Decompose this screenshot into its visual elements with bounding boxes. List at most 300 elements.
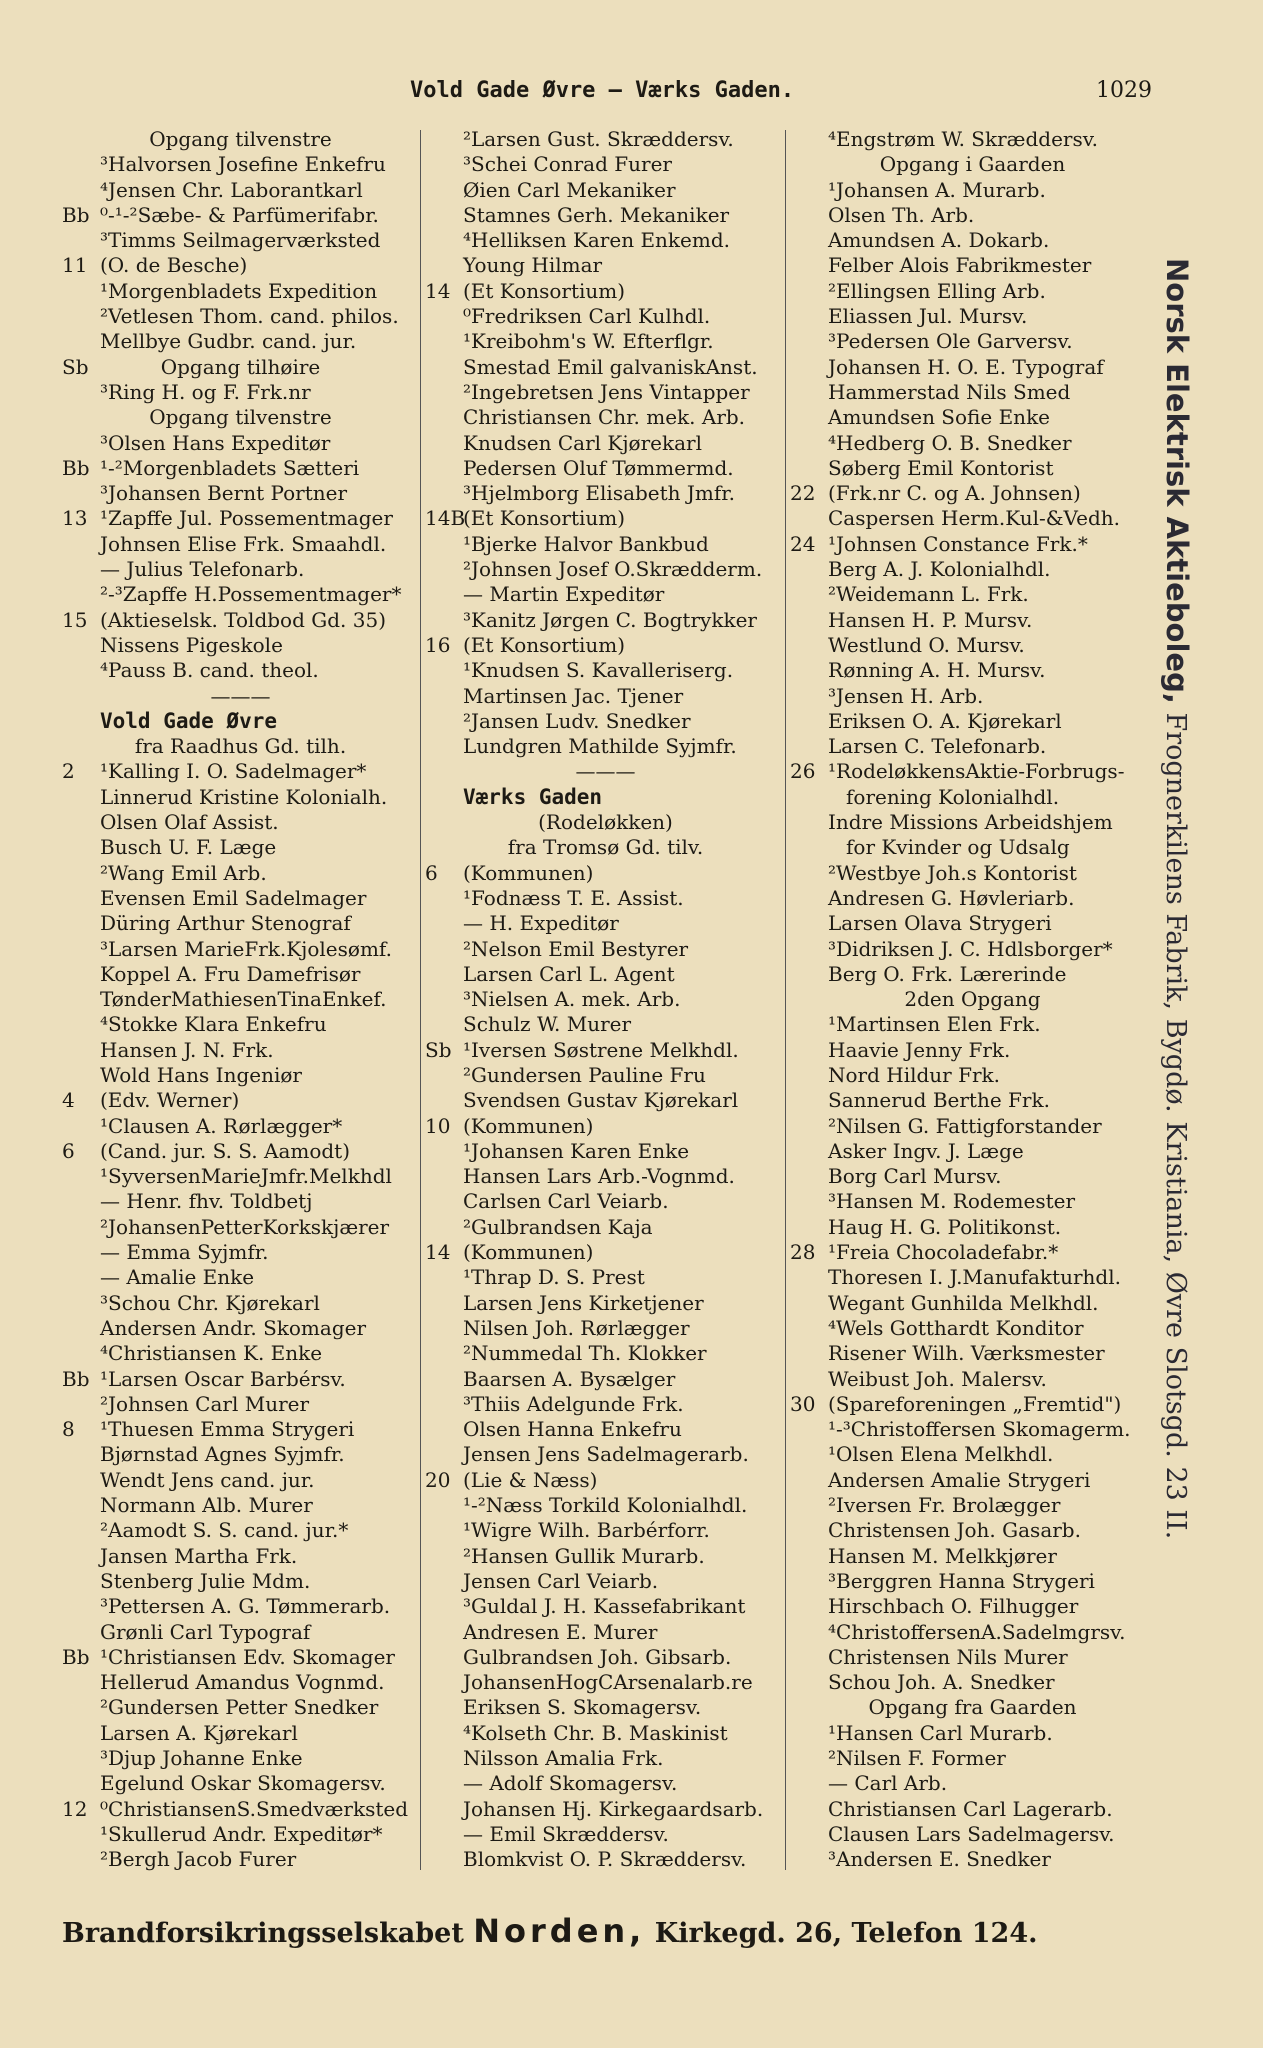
- directory-entry: [790, 228, 1155, 253]
- directory-entry: [62, 506, 419, 531]
- house-number: Sb: [62, 354, 89, 379]
- column-3: [790, 127, 1155, 1872]
- directory-entry: [62, 835, 419, 860]
- directory-entry: [790, 633, 1155, 658]
- entry-text: ³Hansen M. Rodemester: [828, 1189, 1076, 1214]
- directory-entry: [425, 405, 786, 430]
- directory-entry: [425, 1468, 786, 1493]
- entry-subheading: [425, 810, 786, 835]
- entry-text: Øien Carl Mekaniker: [463, 177, 676, 202]
- directory-entry: [425, 658, 786, 683]
- entry-text: Grønli Carl Typograf: [100, 1619, 311, 1644]
- directory-entry: [790, 380, 1155, 405]
- entry-text: ³Andersen E. Snedker: [828, 1847, 1051, 1872]
- directory-entry: [62, 1139, 419, 1164]
- entry-text: Martinsen Jac. Tjener: [463, 683, 684, 708]
- directory-entry: [62, 1847, 419, 1872]
- street-heading: [425, 785, 786, 810]
- entry-text: Nilsson Amalia Frk.: [463, 1746, 664, 1770]
- directory-entry: [425, 962, 786, 987]
- directory-entry: [790, 178, 1155, 203]
- entry-text: Blomkvist O. P. Skræddersv.: [463, 1847, 747, 1872]
- directory-entry: [62, 1063, 419, 1088]
- directory-entry: [425, 1417, 786, 1442]
- directory-entry: [790, 1240, 1155, 1265]
- entry-text: ²Larsen Gust. Skræddersv.: [463, 127, 734, 151]
- entry-text: ¹Zapffe Jul. Possementmager: [100, 506, 393, 531]
- side-ad-text: [1160, 258, 1194, 1539]
- entry-text: Opgang tilhøire: [160, 354, 321, 379]
- entry-text: ²Nelson Emil Bestyrer: [463, 936, 689, 961]
- directory-entry: [425, 1544, 786, 1569]
- directory-entry: [62, 1392, 419, 1417]
- entry-text: ¹RodeløkkensAktie-Forbrugs-: [828, 759, 1125, 784]
- directory-entry: [425, 481, 786, 506]
- entry-text: Koppel A. Fru Damefrisør: [100, 961, 361, 986]
- entry-text: ¹Bjerke Halvor Bankbud: [463, 531, 709, 556]
- directory-entry: [62, 1164, 419, 1189]
- directory-entry: [425, 1139, 786, 1164]
- entry-text: Indre Missions Arbeidshjem: [828, 810, 1113, 835]
- entry-text: — Emil Skræddersv.: [463, 1821, 669, 1846]
- directory-entry: [425, 329, 786, 354]
- directory-entry: [425, 684, 786, 709]
- house-number: 28: [790, 1240, 816, 1265]
- directory-entry: [62, 1189, 419, 1214]
- entry-text: JohansenHogCArsenalarb.re: [463, 1670, 753, 1695]
- entry-subheading: [425, 759, 786, 784]
- directory-entry: [425, 1822, 786, 1847]
- entry-text: (Frk.nr C. og A. Johnsen): [828, 481, 1081, 506]
- entry-text: ⁰-¹-²Sæbe- & Parfümerifabr.: [100, 202, 379, 227]
- directory-entry: [425, 1240, 786, 1265]
- side-ad-details: Frognerkilens Fabrik, Bygdø. Kristiania, Øvre Slotsgd. 23 II.: [1160, 712, 1191, 1540]
- entry-text: Normann Alb. Murer: [100, 1493, 313, 1518]
- house-number: 10: [425, 1113, 451, 1138]
- house-number: 6: [425, 860, 438, 885]
- entry-text: Haug H. G. Politikonst.: [828, 1214, 1062, 1239]
- running-title: Vold Gade Øvre — Værks Gaden.: [410, 78, 795, 103]
- directory-entry: [425, 937, 786, 962]
- house-number: 6: [62, 1138, 75, 1163]
- entry-text: ³Johansen Bernt Portner: [100, 481, 348, 506]
- directory-entry: [62, 431, 419, 456]
- directory-entry: [62, 1240, 419, 1265]
- directory-entry: [425, 1746, 786, 1771]
- entry-text: ¹Olsen Elena Melkhdl.: [828, 1442, 1054, 1467]
- directory-entry: [62, 1822, 419, 1847]
- directory-entry: [790, 1493, 1155, 1518]
- entry-text: Opgang fra Gaarden: [868, 1695, 1077, 1720]
- entry-subheading: [62, 684, 419, 709]
- directory-entry: [62, 1367, 419, 1392]
- directory-entry: [790, 1670, 1155, 1695]
- entry-text: ²Johnsen Josef O.Skrædderm.: [463, 557, 763, 582]
- directory-entry: [62, 810, 419, 835]
- entry-text: ²Gundersen Petter Snedker: [100, 1695, 379, 1720]
- entry-text: Andersen Andr. Skomager: [100, 1315, 367, 1340]
- directory-entry: [425, 456, 786, 481]
- entry-text: ²JohansenPetterKorkskjærer: [100, 1214, 390, 1239]
- entry-text: Risener Wilh. Værksmester: [828, 1341, 1105, 1366]
- entry-subheading: [62, 127, 419, 152]
- directory-entry: [62, 1771, 419, 1796]
- entry-subheading: [425, 835, 786, 860]
- directory-entry: [62, 1442, 419, 1467]
- directory-entry: [790, 1468, 1155, 1493]
- directory-entry: [62, 178, 419, 203]
- house-number: 2: [62, 759, 75, 784]
- entry-text: Larsen Carl L. Agent: [463, 961, 675, 986]
- directory-entry: [62, 1620, 419, 1645]
- entry-text: (Et Konsortium): [463, 632, 626, 657]
- directory-entry: [790, 1114, 1155, 1139]
- entry-text: Christensen Joh. Gasarb.: [828, 1518, 1081, 1543]
- entry-text: Olsen Th. Arb.: [828, 202, 975, 227]
- house-number: 26: [790, 759, 816, 784]
- entry-text: fra Raadhus Gd. tilh.: [134, 734, 347, 759]
- entry-text: Opgang tilvenstre: [149, 405, 332, 430]
- entry-text: ³Larsen MarieFrk.Kjolesømf.: [100, 936, 392, 961]
- directory-entry: [790, 1265, 1155, 1290]
- entry-text: Andresen E. Murer: [463, 1619, 658, 1644]
- entry-text: ²Hansen Gullik Murarb.: [463, 1543, 705, 1568]
- house-number: 24: [790, 531, 816, 556]
- directory-entry: [790, 1189, 1155, 1214]
- entry-text: ¹Larsen Oscar Barbérsv.: [100, 1366, 346, 1391]
- directory-entry: [425, 1670, 786, 1695]
- entry-text: Knudsen Carl Kjørekarl: [463, 430, 702, 455]
- house-number: 8: [62, 1417, 75, 1442]
- entry-text: Thoresen I. J.Manufakturhdl.: [828, 1265, 1121, 1290]
- entry-text: Wendt Jens cand. jur.: [100, 1467, 315, 1492]
- directory-entry: [62, 911, 419, 936]
- directory-entry: [790, 861, 1155, 886]
- directory-entry: [790, 911, 1155, 936]
- entry-text: ¹Fodnæss T. E. Assist.: [463, 885, 684, 910]
- entry-text: Berg O. Frk. Lærerinde: [828, 961, 1067, 986]
- directory-entry: [425, 1569, 786, 1594]
- entry-text: ¹Martinsen Elen Frk.: [828, 1012, 1041, 1037]
- entry-text: forening Kolonialhdl.: [846, 784, 1060, 809]
- house-number: Sb: [425, 1037, 452, 1062]
- directory-entry: [425, 1341, 786, 1366]
- directory-entry: [425, 532, 786, 557]
- directory-entry: [62, 1265, 419, 1290]
- column-divider: [420, 130, 421, 1870]
- directory-entry: [425, 380, 786, 405]
- entry-text: ³Nielsen A. mek. Arb.: [463, 987, 681, 1012]
- directory-entry: [62, 1215, 419, 1240]
- entry-text: ³Olsen Hans Expeditør: [100, 430, 331, 455]
- entry-text: Værks Gaden: [463, 784, 603, 809]
- entry-text: Jensen Carl Veiarb.: [463, 1568, 659, 1593]
- entry-text: Nilsen Joh. Rørlægger: [463, 1315, 690, 1340]
- entry-text: (Cand. jur. S. S. Aamodt): [100, 1138, 351, 1163]
- entry-text: ¹Freia Chocoladefabr.*: [828, 1240, 1059, 1265]
- directory-entry: [62, 608, 419, 633]
- directory-entry: [425, 431, 786, 456]
- house-number: 16: [425, 632, 451, 657]
- directory-entry: [425, 152, 786, 177]
- directory-entry: [790, 1417, 1155, 1442]
- entry-text: Hansen Lars Arb.-Vognmd.: [463, 1164, 735, 1189]
- entry-text: ¹Kreibohm's W. Efterflgr.: [463, 329, 714, 354]
- entry-text: ²Iversen Fr. Brolægger: [828, 1493, 1061, 1518]
- directory-entry: [425, 1594, 786, 1619]
- entry-text: ²Aamodt S. S. cand. jur.*: [100, 1518, 349, 1543]
- directory-entry: [790, 506, 1155, 531]
- entry-text: Larsen Jens Kirketjener: [463, 1290, 704, 1315]
- entry-text: — Emma Syjmfr.: [100, 1240, 269, 1265]
- directory-entry: [62, 1114, 419, 1139]
- directory-entry: [425, 253, 786, 278]
- entry-text: Larsen C. Telefonarb.: [828, 734, 1047, 759]
- house-number: 14: [425, 278, 451, 303]
- directory-entry: [62, 203, 419, 228]
- directory-entry: [425, 1088, 786, 1113]
- entry-text: ³Timms Seilmagerværksted: [100, 228, 381, 253]
- directory-entry: [62, 1544, 419, 1569]
- directory-entry: [62, 1468, 419, 1493]
- entry-text: Johansen Hj. Kirkegaardsarb.: [463, 1796, 764, 1821]
- directory-entry: [790, 1139, 1155, 1164]
- entry-text: ²Gundersen Pauline Fru: [463, 1062, 706, 1087]
- entry-text: Düring Arthur Stenograf: [100, 911, 351, 936]
- directory-entry: [425, 1442, 786, 1467]
- directory-entry: [62, 1316, 419, 1341]
- entry-text: Hansen J. N. Frk.: [100, 1037, 274, 1062]
- entry-text: Asker Ingv. J. Læge: [828, 1138, 1024, 1163]
- entry-text: Wegant Gunhilda Melkhdl.: [828, 1290, 1099, 1315]
- directory-entry: [790, 709, 1155, 734]
- entry-text: Pedersen Oluf Tømmermd.: [463, 455, 734, 480]
- entry-text: Schou Joh. A. Snedker: [828, 1670, 1055, 1695]
- entry-text: Christiansen Carl Lagerarb.: [828, 1796, 1113, 1821]
- entry-text: ———: [575, 759, 636, 784]
- directory-entry: [790, 1544, 1155, 1569]
- directory-entry: [425, 608, 786, 633]
- entry-text: Felber Alois Fabrikmester: [828, 253, 1092, 278]
- entry-text: ¹-³Christoffersen Skomagerm.: [828, 1417, 1131, 1442]
- directory-entry: [62, 962, 419, 987]
- entry-text: ¹Knudsen S. Kavalleriserg.: [463, 658, 734, 683]
- directory-entry: [62, 380, 419, 405]
- directory-entry: [425, 861, 786, 886]
- entry-text: ⁰ChristiansenS.Smedværksted: [100, 1796, 409, 1821]
- directory-entry: [425, 557, 786, 582]
- directory-entry: [425, 1518, 786, 1543]
- entry-text: (Rodeløkken): [538, 810, 673, 835]
- entry-text: Larsen Olava Strygeri: [828, 911, 1052, 936]
- entry-text: fra Tromsø Gd. tilv.: [507, 835, 704, 860]
- entry-text: ³Berggren Hanna Strygeri: [828, 1568, 1095, 1593]
- directory-entry: [790, 1088, 1155, 1113]
- entry-text: — Henr. fhv. Toldbetj: [100, 1189, 313, 1214]
- directory-entry: [62, 987, 419, 1012]
- directory-entry: [425, 1645, 786, 1670]
- directory-entry: [62, 304, 419, 329]
- entry-text: Johnsen Elise Frk. Smaahdl.: [100, 531, 387, 556]
- entry-text: ¹Kalling I. O. Sadelmager*: [100, 759, 367, 784]
- entry-text: (Lie & Næss): [463, 1467, 598, 1492]
- entry-text: Hellerud Amandus Vognmd.: [100, 1670, 385, 1695]
- entry-text: (Et Konsortium): [463, 506, 626, 531]
- directory-entry: [425, 1291, 786, 1316]
- entry-text: ²Johnsen Carl Murer: [100, 1391, 310, 1416]
- entry-text: ³Pedersen Ole Garversv.: [828, 329, 1073, 354]
- house-number: 13: [62, 506, 88, 531]
- entry-subheading: [62, 405, 419, 430]
- footer-advertisement: [62, 1912, 1212, 1950]
- directory-entry: [425, 178, 786, 203]
- entry-text: ²Nilsen F. Former: [828, 1746, 1006, 1770]
- directory-entry: [62, 1291, 419, 1316]
- directory-entry: [425, 734, 786, 759]
- entry-text: Schulz W. Murer: [463, 1012, 632, 1037]
- directory-entry: [62, 1797, 419, 1822]
- entry-text: (O. de Besche): [100, 253, 248, 278]
- entry-text: Nord Hildur Frk.: [828, 1062, 1001, 1087]
- house-number: 30: [790, 1391, 816, 1416]
- entry-text: ⁴Pauss B. cand. theol.: [100, 658, 319, 683]
- directory-entry: [790, 1063, 1155, 1088]
- directory-entry: [62, 1746, 419, 1771]
- directory-entry: [425, 1847, 786, 1872]
- directory-entry: [790, 810, 1155, 835]
- entry-text: Berg A. J. Kolonialhdl.: [828, 557, 1051, 582]
- directory-entry: [790, 481, 1155, 506]
- entry-text: Eliassen Jul. Mursv.: [828, 304, 1028, 329]
- entry-text: ³Ring H. og F. Frk.nr: [100, 379, 311, 404]
- entry-text: Opgang i Gaarden: [879, 152, 1066, 177]
- entry-text: ³Didriksen J. C. Hdlsborger*: [828, 936, 1113, 961]
- entry-text: Linnerud Kristine Kolonialh.: [100, 784, 388, 809]
- entry-text: Gulbrandsen Joh. Gibsarb.: [463, 1644, 732, 1669]
- entry-text: Sannerud Berthe Frk.: [828, 1088, 1050, 1113]
- entry-text: ²Ellingsen Elling Arb.: [828, 278, 1046, 303]
- entry-text: Jensen Jens Sadelmagerarb.: [463, 1442, 749, 1467]
- directory-entry: [62, 1670, 419, 1695]
- entry-text: (Kommunen): [463, 1113, 594, 1138]
- side-advertisement: [1162, 258, 1206, 1798]
- directory-entry: [790, 1620, 1155, 1645]
- directory-entry: [62, 481, 419, 506]
- entry-subheading: [790, 1695, 1155, 1720]
- directory-entry: [62, 633, 419, 658]
- directory-entry: [62, 152, 419, 177]
- side-ad-company: Norsk Elektrisk Aktieboleg,: [1160, 258, 1194, 704]
- entry-text: ¹-²Morgenbladets Sætteri: [100, 455, 360, 480]
- entry-text: Amundsen Sofie Enke: [828, 405, 1051, 430]
- directory-entry: [425, 633, 786, 658]
- entry-text: Evensen Emil Sadelmager: [100, 885, 367, 910]
- directory-entry: [425, 886, 786, 911]
- directory-entry: [790, 785, 1155, 810]
- entry-text: ⁴Stokke Klara Enkefru: [100, 1012, 327, 1037]
- entry-text: Hammerstad Nils Smed: [828, 379, 1071, 404]
- entry-text: Christiansen Chr. mek. Arb.: [463, 405, 746, 430]
- directory-entry: [62, 1721, 419, 1746]
- house-number: 14: [425, 1240, 451, 1265]
- entry-text: ³Guldal J. H. Kassefabrikant: [463, 1594, 746, 1619]
- directory-entry: [790, 1746, 1155, 1771]
- directory-entry: [425, 1189, 786, 1214]
- directory-entry: [62, 253, 419, 278]
- directory-entry: [790, 279, 1155, 304]
- entry-text: Søberg Emil Kontorist: [828, 455, 1054, 480]
- entry-text: Carlsen Carl Veiarb.: [463, 1189, 669, 1214]
- entry-text: ³Pettersen A. G. Tømmerarb.: [100, 1594, 391, 1619]
- directory-entry: [425, 709, 786, 734]
- directory-entry: [790, 937, 1155, 962]
- entry-text: Smestad Emil galvaniskAnst.: [463, 354, 758, 379]
- entry-text: (Et Konsortium): [463, 278, 626, 303]
- entry-text: ¹SyversenMarieJmfr.Melkhdl: [100, 1164, 392, 1189]
- directory-entry: [790, 1594, 1155, 1619]
- entry-text: — H. Expeditør: [463, 911, 619, 936]
- entry-text: — Adolf Skomagersv.: [463, 1771, 678, 1796]
- directory-entry: [425, 506, 786, 531]
- entry-text: Opgang tilvenstre: [149, 127, 332, 151]
- entry-text: Nissens Pigeskole: [100, 632, 283, 657]
- entry-text: (Kommunen): [463, 1240, 594, 1265]
- directory-entry: [425, 1012, 786, 1037]
- directory-entry: [425, 304, 786, 329]
- directory-entry: [62, 1038, 419, 1063]
- directory-entry: [425, 1721, 786, 1746]
- directory-entry: [425, 1316, 786, 1341]
- entry-text: ⁴Engstrøm W. Skræddersv.: [828, 127, 1099, 151]
- directory-entry: [790, 431, 1155, 456]
- entry-text: ¹Wigre Wilh. Barbérforr.: [463, 1518, 710, 1543]
- directory-entry: [425, 1797, 786, 1822]
- directory-entry: [425, 1392, 786, 1417]
- house-number: 4: [62, 1088, 75, 1113]
- directory-entry: [790, 355, 1155, 380]
- directory-entry: [790, 127, 1155, 152]
- entry-subheading: [790, 987, 1155, 1012]
- entry-text: Svendsen Gustav Kjørekarl: [463, 1088, 739, 1113]
- entry-text: ³Djup Johanne Enke: [100, 1746, 303, 1770]
- entry-text: ¹Christiansen Edv. Skomager: [100, 1644, 395, 1669]
- directory-entry: [62, 886, 419, 911]
- directory-entry: [425, 1367, 786, 1392]
- entry-text: ²Vetlesen Thom. cand. philos.: [100, 304, 399, 329]
- directory-entry: [425, 911, 786, 936]
- directory-entry: [425, 1114, 786, 1139]
- entry-text: ²-³Zapffe H.Possementmager*: [100, 582, 402, 607]
- directory-entry: [425, 127, 786, 152]
- entry-text: ³Schou Chr. Kjørekarl: [100, 1290, 320, 1315]
- footer-part1: Brandforsikringsselskabet: [62, 1918, 464, 1949]
- directory-entry: [790, 1291, 1155, 1316]
- house-number: Bb: [62, 1644, 90, 1669]
- directory-entry: [790, 304, 1155, 329]
- directory-entry: [790, 835, 1155, 860]
- directory-entry: [790, 1316, 1155, 1341]
- entry-text: ²Gulbrandsen Kaja: [463, 1214, 653, 1239]
- footer-part2: Kirkegd. 26, Telefon 124.: [654, 1918, 1038, 1949]
- entry-text: Christensen Nils Murer: [828, 1644, 1068, 1669]
- directory-entry: [790, 1215, 1155, 1240]
- entry-text: (Kommunen): [463, 860, 594, 885]
- entry-text: ¹Morgenbladets Expedition: [100, 278, 378, 303]
- entry-text: — Amalie Enke: [100, 1265, 255, 1290]
- entry-text: Haavie Jenny Frk.: [828, 1037, 1011, 1062]
- entry-text: Young Hilmar: [463, 253, 603, 278]
- entry-text: Eriksen O. A. Kjørekarl: [828, 708, 1062, 733]
